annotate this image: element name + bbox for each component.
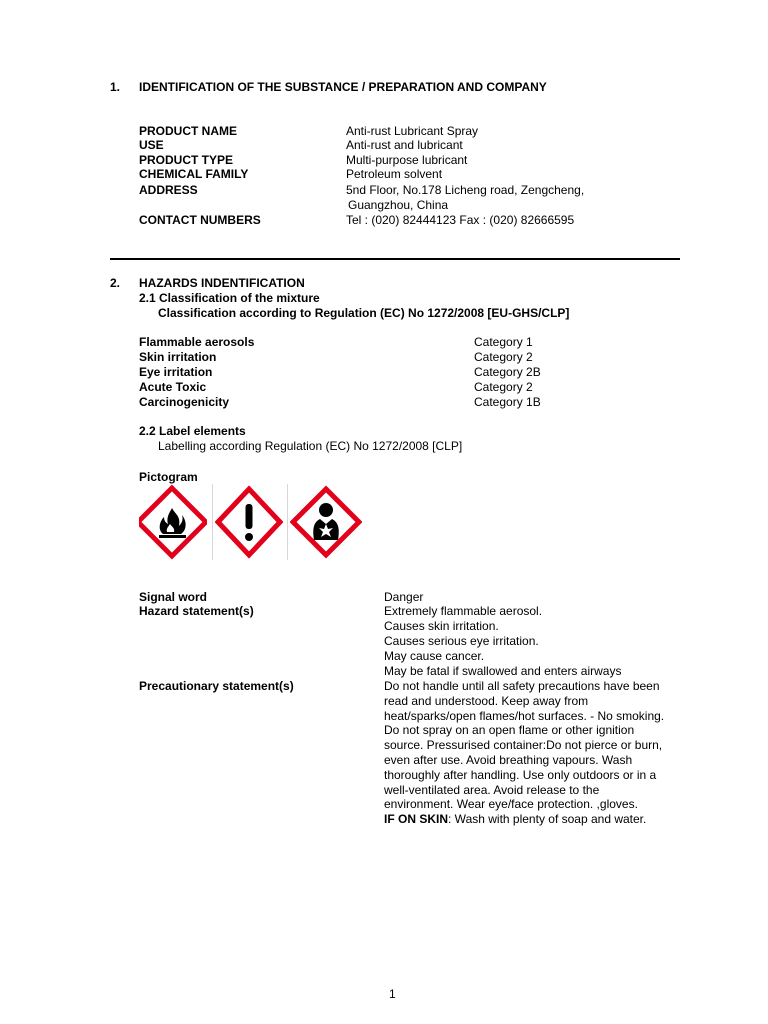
section-1-number: 1.: [110, 80, 121, 94]
hazard-category-skin: Category 2: [474, 350, 533, 364]
field-label-product-type: PRODUCT TYPE: [139, 153, 234, 167]
precautionary-line: read and understood. Keep away from: [384, 693, 589, 708]
signal-word-label: Signal word: [139, 590, 208, 604]
field-value-address: 5nd Floor, No.178 Licheng road, Zengcheng,: [346, 183, 585, 197]
hazard-class-flammable: Flammable aerosols: [139, 335, 255, 349]
pictogram-label: Pictogram: [139, 470, 198, 484]
section-2-title: HAZARDS INDENTIFICATION: [139, 276, 305, 290]
hazard-category-carcinogenicity: Category 1B: [474, 395, 541, 409]
hazard-class-carcinogenicity: Carcinogenicity: [139, 395, 230, 409]
health-hazard-pictogram-icon: [290, 484, 358, 560]
precautionary-line: even after use. Avoid breathing vapours. Wash: [384, 752, 633, 767]
field-value-product-name: Anti-rust Lubricant Spray: [346, 124, 479, 138]
field-value-contact-numbers: Tel : (020) 82444123 Fax : (020) 82666595: [346, 213, 575, 227]
precautionary-line: well-ventilated area. Avoid release to the: [384, 782, 600, 797]
hazard-statement: May be fatal if swallowed and enters airways: [384, 664, 622, 678]
hazard-statements-label: Hazard statement(s): [139, 604, 254, 618]
flame-pictogram-icon: [139, 484, 207, 560]
hazard-class-eye: Eye irritation: [139, 365, 213, 379]
precautionary-line: thoroughly after handling. Use only outdoors or in a: [384, 767, 657, 782]
if-on-skin-line: [384, 812, 704, 827]
precautionary-statements: [384, 679, 704, 827]
precautionary-line: Do not spray on an open flame or other ignition: [384, 723, 635, 738]
page-number: 1: [389, 987, 396, 1001]
field-value-product-type: Multi-purpose lubricant: [346, 153, 468, 167]
section-1-title: IDENTIFICATION OF THE SUBSTANCE / PREPARATION AND COMPANY: [139, 80, 547, 94]
subsection-2-1-note: Classification according to Regulation (EC) No 1272/2008 [EU-GHS/CLP]: [158, 306, 570, 320]
field-label-chemical-family: CHEMICAL FAMILY: [139, 167, 249, 181]
hazard-class-acute-toxic: Acute Toxic: [139, 380, 207, 394]
precautionary-line: heat/sparks/open flames/hot surfaces. - No smoking.: [384, 708, 665, 723]
field-label-address: ADDRESS: [139, 183, 198, 197]
hazard-statement: May cause cancer.: [384, 649, 485, 663]
section-divider: [110, 258, 680, 260]
field-value-address-line-2: Guangzhou, China: [348, 198, 449, 212]
precautionary-statements-label: Precautionary statement(s): [139, 679, 294, 693]
field-value-use: Anti-rust and lubricant: [346, 138, 463, 152]
subsection-2-2-note: Labelling according Regulation (EC) No 1272/2008 [CLP]: [158, 439, 463, 453]
if-on-skin-text: : Wash with plenty of soap and water.: [448, 812, 647, 827]
hazard-category-eye: Category 2B: [474, 365, 541, 379]
hazard-class-skin: Skin irritation: [139, 350, 217, 364]
field-value-chemical-family: Petroleum solvent: [346, 167, 443, 181]
field-label-use: USE: [139, 138, 164, 152]
hazard-category-flammable: Category 1: [474, 335, 533, 349]
field-label-contact-numbers: CONTACT NUMBERS: [139, 213, 261, 227]
field-label-product-name: PRODUCT NAME: [139, 124, 237, 138]
hazard-statement: Causes skin irritation.: [384, 619, 499, 633]
subsection-2-2-title: 2.2 Label elements: [139, 424, 246, 438]
subsection-2-1-title: 2.1 Classification of the mixture: [139, 291, 320, 305]
hazard-statement: Causes serious eye irritation.: [384, 634, 539, 648]
precautionary-line: source. Pressurised container:Do not pierce or burn,: [384, 738, 663, 753]
hazard-statement: Extremely flammable aerosol.: [384, 604, 543, 618]
section-2-number: 2.: [110, 276, 121, 290]
precautionary-line: Do not handle until all safety precautions have been: [384, 679, 660, 693]
hazard-category-acute-toxic: Category 2: [474, 380, 533, 394]
if-on-skin-label: IF ON SKIN: [384, 812, 449, 827]
pictogram-separator: [212, 484, 213, 560]
exclamation-mark-pictogram-icon: [215, 484, 283, 560]
pictogram-separator: [287, 484, 288, 560]
precautionary-line: environment. Wear eye/face protection. ,gloves.: [384, 797, 638, 812]
signal-word-value: Danger: [384, 590, 424, 604]
